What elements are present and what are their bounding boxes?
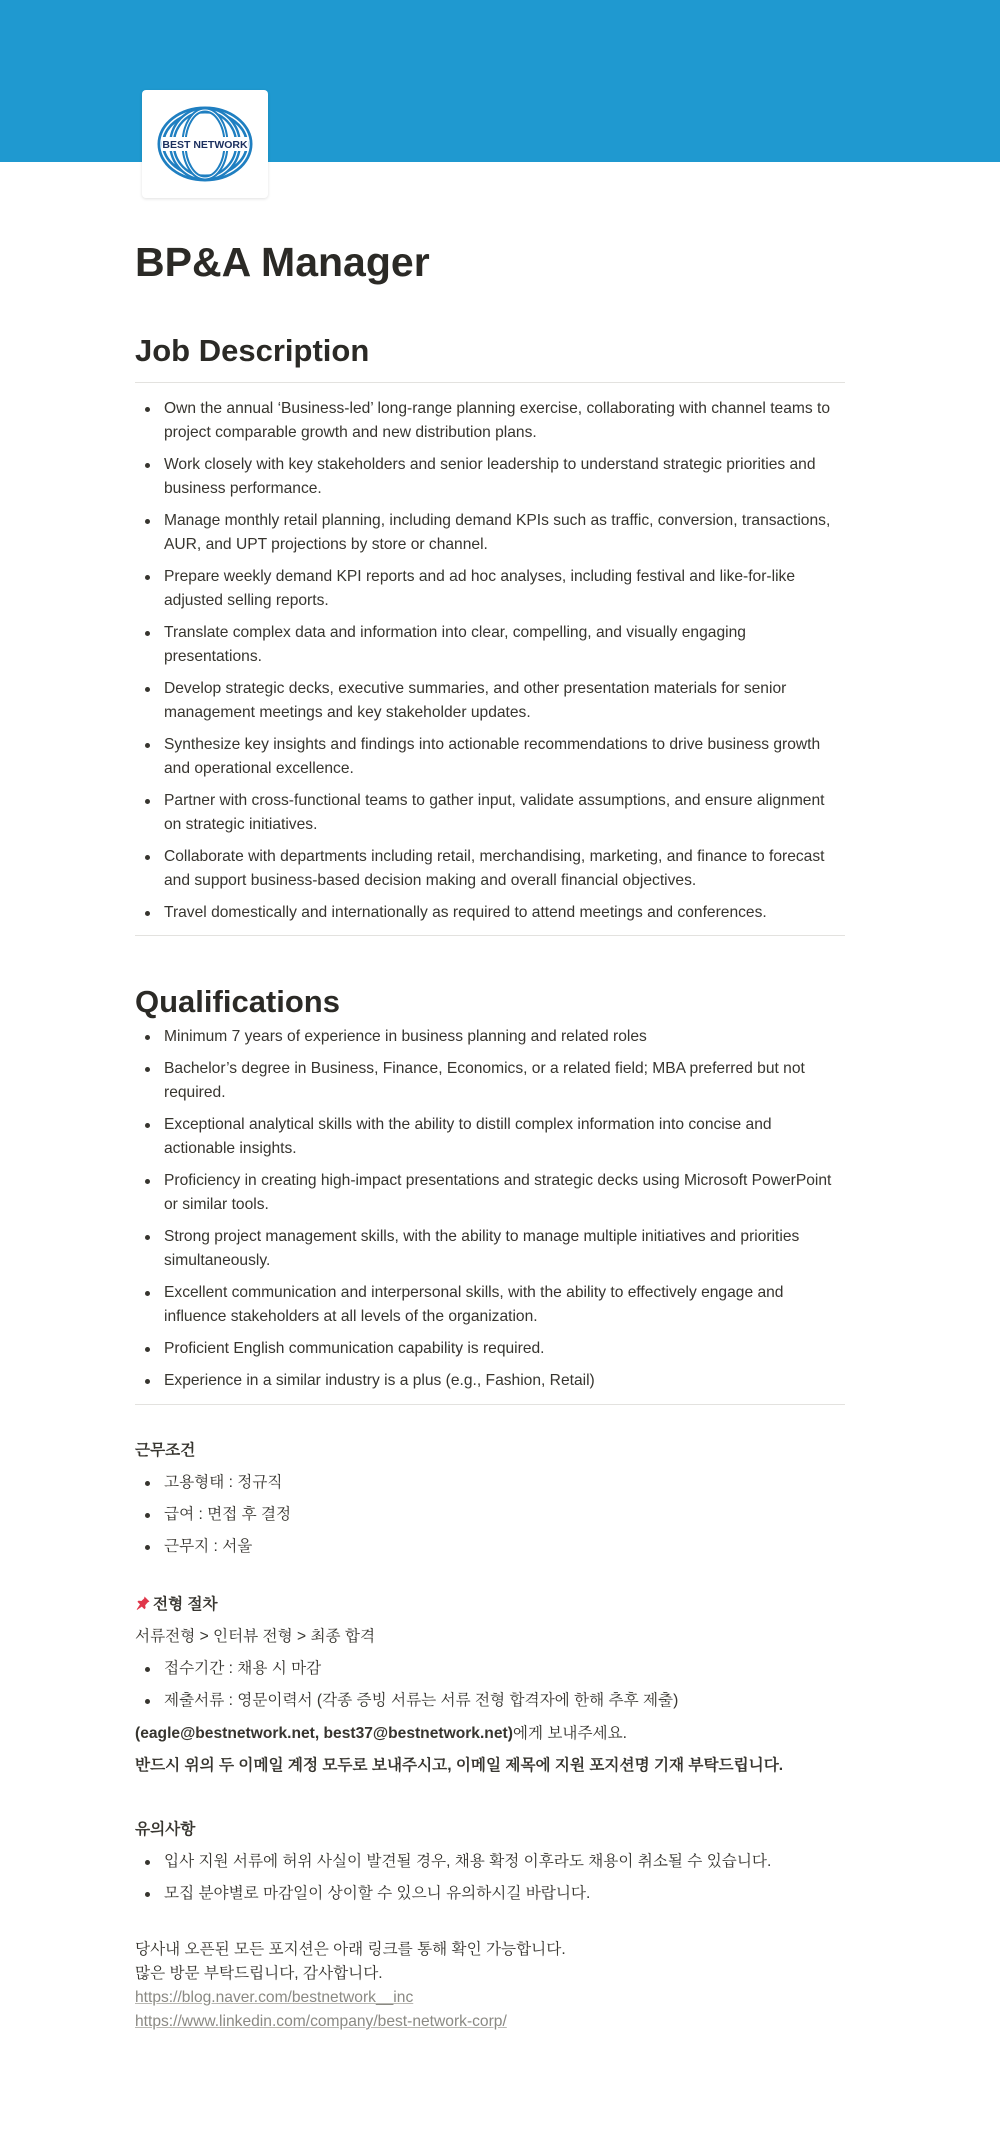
list-item: Synthesize key insights and findings into actionable recommendations to drive business growth and operational excellence.: [135, 733, 845, 781]
closing-line-1: 당사내 오픈된 모든 포지션은 아래 링크를 통해 확인 가능합니다.: [135, 1941, 566, 1958]
conditions-heading: 근무조건: [135, 1442, 196, 1459]
company-logo: [142, 90, 268, 198]
list-item: 급여 : 면접 후 결정: [135, 1503, 845, 1527]
list-item: Own the annual ‘Business-led’ long-range planning exercise, collaborating with channel teams to project comparable growth and new distribution plans.: [135, 397, 845, 445]
naver-blog-link[interactable]: https://blog.naver.com/bestnetwork__inc: [135, 1989, 414, 2006]
list-item: 고용형태 : 정규직: [135, 1471, 845, 1495]
list-item: Collaborate with departments including retail, merchandising, marketing, and finance to forecast and support business-based decision making and overall financial objectives.: [135, 845, 845, 893]
notice-section: [135, 1818, 845, 1906]
procedure-section: [135, 1593, 845, 1778]
list-item: 접수기간 : 채용 시 마감: [135, 1657, 845, 1681]
job-description-heading: Job Description: [135, 333, 370, 368]
list-item: Bachelor’s degree in Business, Finance, Economics, or a related field; MBA preferred but not required.: [135, 1057, 845, 1105]
list-item: Translate complex data and information into clear, compelling, and visually engaging presentations.: [135, 621, 845, 669]
divider: [135, 935, 845, 936]
best-network-logo-icon: [156, 105, 254, 183]
linkedin-link[interactable]: https://www.linkedin.com/company/best-network-corp/: [135, 2013, 507, 2030]
list-item: Work closely with key stakeholders and senior leadership to understand strategic priorities and business performance.: [135, 453, 845, 501]
email-suffix: 에게 보내주세요.: [512, 1725, 628, 1742]
conditions-section: [135, 1439, 845, 1559]
list-item: Prepare weekly demand KPI reports and ad hoc analyses, including festival and like-for-like adjusted selling reports.: [135, 565, 845, 613]
list-item: 모집 분야별로 마감일이 상이할 수 있으니 유의하시길 바랍니다.: [135, 1882, 845, 1906]
logo-text: BEST NETWORK: [162, 139, 248, 151]
pushpin-icon: [135, 1595, 151, 1611]
conditions-list: [135, 1463, 845, 1559]
list-item: Proficient English communication capability is required.: [135, 1337, 845, 1361]
procedure-list: [135, 1649, 845, 1713]
closing-line-2: 많은 방문 부탁드립니다, 감사합니다.: [135, 1965, 383, 1982]
list-item: 입사 지원 서류에 허위 사실이 발견될 경우, 채용 확정 이후라도 채용이 취소될 수 있습니다.: [135, 1850, 845, 1874]
job-description-section: [135, 330, 845, 936]
list-item: Manage monthly retail planning, including demand KPIs such as traffic, conversion, transactions, AUR, and UPT projections by store or channel.: [135, 509, 845, 557]
list-item: Experience in a similar industry is a plus (e.g., Fashion, Retail): [135, 1369, 845, 1393]
list-item: Exceptional analytical skills with the ability to distill complex information into concise and actionable insights.: [135, 1113, 845, 1161]
procedure-steps: 서류전형 > 인터뷰 전형 > 최종 합격: [135, 1628, 376, 1645]
list-item: Strong project management skills, with the ability to manage multiple initiatives and priorities simultaneously.: [135, 1225, 845, 1273]
list-item: 근무지 : 서울: [135, 1535, 845, 1559]
divider: [135, 1404, 845, 1405]
list-item: Develop strategic decks, executive summaries, and other presentation materials for senior management meetings and key stakeholder updates.: [135, 677, 845, 725]
list-item: 제출서류 : 영문이력서 (각종 증빙 서류는 서류 전형 합격자에 한해 추후 제출): [135, 1689, 845, 1713]
notice-heading: 유의사항: [135, 1821, 196, 1838]
page-content: [135, 232, 845, 2034]
email-line: [135, 1722, 845, 1746]
list-item: Proficiency in creating high-impact presentations and strategic decks using Microsoft PowerPoint or similar tools.: [135, 1169, 845, 1217]
bold-notice: 반드시 위의 두 이메일 계정 모두로 보내주시고, 이메일 제목에 지원 포지션명 기재 부탁드립니다.: [135, 1757, 784, 1774]
qualifications-heading: Qualifications: [135, 984, 340, 1019]
list-item: Excellent communication and interpersonal skills, with the ability to effectively engage and influence stakeholders at all levels of the organization.: [135, 1281, 845, 1329]
job-description-list: [135, 383, 845, 925]
notice-list: [135, 1842, 845, 1906]
email-addresses: (eagle@bestnetwork.net, best37@bestnetwork.net): [135, 1725, 513, 1742]
qualifications-section: [135, 981, 845, 1405]
page-title: BP&A Manager: [135, 239, 430, 285]
qualifications-list: [135, 1025, 845, 1393]
list-item: Minimum 7 years of experience in business planning and related roles: [135, 1025, 845, 1049]
closing-section: [135, 1938, 845, 2034]
list-item: Partner with cross-functional teams to gather input, validate assumptions, and ensure alignment on strategic initiatives.: [135, 789, 845, 837]
procedure-heading-row: [135, 1593, 845, 1617]
procedure-heading: 전형 절차: [153, 1596, 218, 1613]
list-item: Travel domestically and internationally as required to attend meetings and conferences.: [135, 901, 845, 925]
